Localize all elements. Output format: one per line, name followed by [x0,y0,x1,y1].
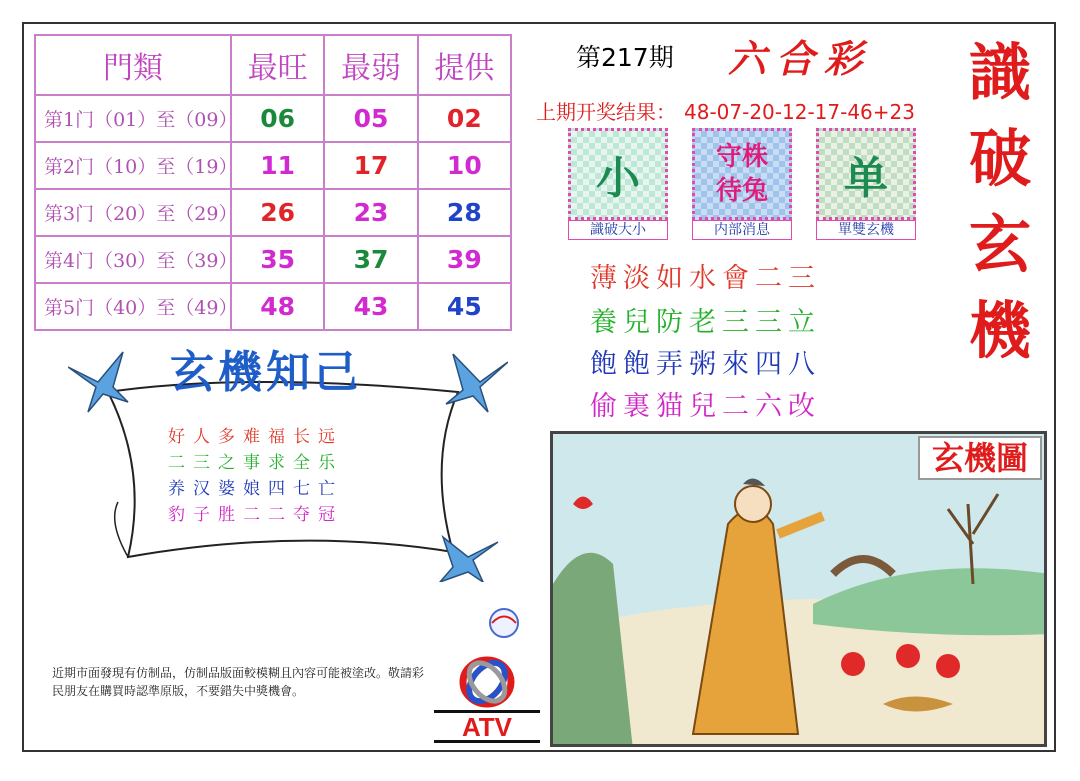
min-value: 17 [324,142,417,189]
vertical-title-char: 識 [968,36,1031,109]
vertical-title [955,30,1045,374]
brand-title: 六合彩 [728,36,873,81]
offer-value: 39 [418,236,511,283]
max-value: 06 [231,95,324,142]
tile-image-text: 单 [844,153,888,204]
min-value: 23 [324,189,417,236]
tile-image-text: 守株 [715,142,768,172]
vertical-title-char: 破 [968,122,1031,195]
scroll-line: 养汉婆娘四七亡 [168,479,343,499]
header-max: 最旺 [231,35,324,95]
door-label: 第3门（20）至（29） [35,189,231,236]
table-row [35,283,511,330]
tile-insider-info [692,128,792,240]
min-value: 05 [324,95,417,142]
door-label: 第1门（01）至（09） [35,95,231,142]
last-result-label: 上期开奖结果： [536,100,676,124]
max-value: 26 [231,189,324,236]
table-row [35,95,511,142]
door-label: 第2门（10）至（19） [35,142,231,189]
table-row [35,142,511,189]
table-row [35,189,511,236]
scroll-title: 玄機知己 [170,347,362,398]
tile-image-text: 待兔 [715,176,768,206]
max-value: 35 [231,236,324,283]
tile-caption: 内部消息 [692,220,792,240]
tile-image [692,128,792,220]
notice-text: 近期市面發現有仿制品，仿制品版面較模糊且內容可能被塗改。敬請彩民朋友在購買時認準原版，不要錯失中獎機會。 [52,666,425,698]
poem-line: 偷裏猫兒二六改 [590,391,821,422]
scroll-line: 好人多难福长远 [168,427,343,447]
min-value: 43 [324,283,417,330]
door-label: 第4门（30）至（39） [35,236,231,283]
scroll-line: 豹子胜二二夺冠 [168,505,343,525]
tile-odd-even [816,128,916,240]
offer-value: 28 [418,189,511,236]
scroll-line: 二三之事求全乐 [168,453,343,473]
offer-value: 10 [418,142,511,189]
tile-image [568,128,668,220]
max-value: 48 [231,283,324,330]
max-value: 11 [231,142,324,189]
issue-number: 第217期 [576,43,674,72]
vertical-title-char: 機 [968,294,1031,367]
header-min: 最弱 [324,35,417,95]
offer-value: 45 [418,283,511,330]
last-result [536,96,915,125]
lotto-logo-icon [476,606,532,640]
tile-caption: 單雙玄機 [816,220,916,240]
vertical-title-char: 玄 [968,208,1031,281]
bird-icon [440,537,498,582]
offer-value: 02 [418,95,511,142]
picture-tag: 玄機圖 [918,436,1042,480]
table-header-row [35,35,511,95]
poem-line: 養兒防老三三立 [590,307,821,338]
last-result-numbers: 48-07-20-12-17-46+23 [684,100,915,124]
min-value: 37 [324,236,417,283]
bird-icon [446,354,508,412]
header-category: 門類 [35,35,231,95]
header-offer: 提供 [418,35,511,95]
tile-caption: 識破大小 [568,220,668,240]
tile-image [816,128,916,220]
table-row [35,236,511,283]
door-label: 第5门（40）至（49） [35,283,231,330]
poem-line: 飽飽弄粥來四八 [590,349,821,380]
atv-logo-text: ATV [461,712,513,742]
tile-size-hint [568,128,668,240]
scene-drawing [553,434,1047,747]
poem-line: 薄淡如水會二三 [590,263,821,294]
tile-image-text: 小 [596,153,640,204]
door-table [34,34,512,331]
